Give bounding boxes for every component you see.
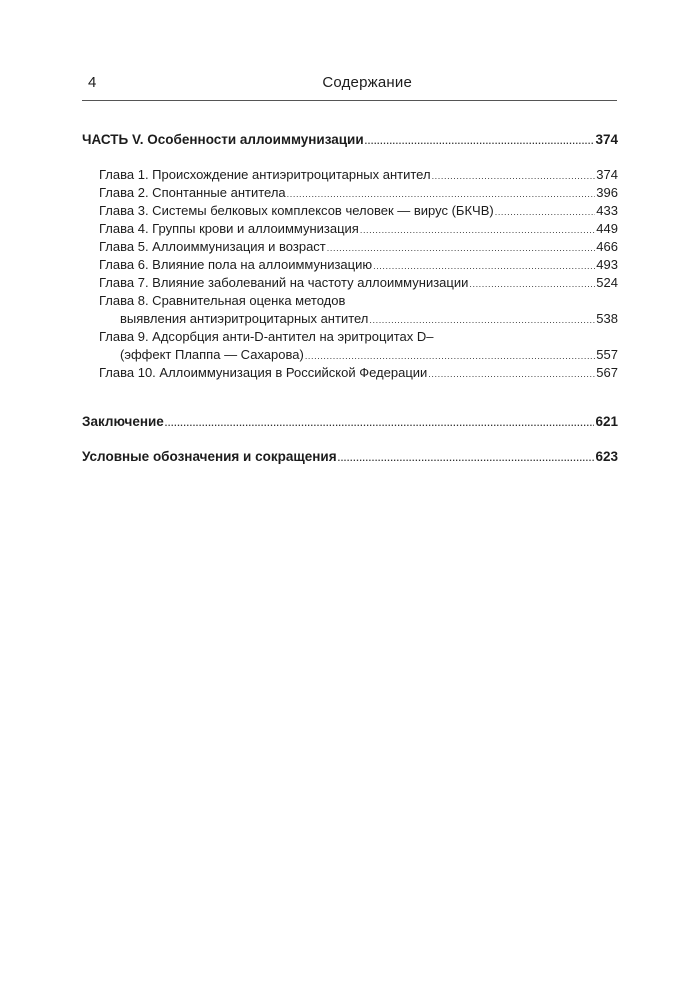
dot-leader	[495, 204, 596, 221]
toc-entry-label: Глава 2. Спонтанные антитела	[99, 185, 286, 200]
toc-entry-page: 623	[595, 449, 618, 464]
toc-entry-label: Глава 3. Системы белковых комплексов человек — вирус (БКЧВ)	[99, 203, 494, 218]
dot-leader	[327, 240, 596, 257]
dot-leader	[365, 133, 595, 150]
dot-leader	[338, 450, 595, 467]
toc-entry-page: 466	[596, 239, 618, 254]
page-number: 4	[88, 74, 97, 91]
toc-entry-page: 567	[596, 365, 618, 380]
toc-entry-chapter-8-line1: Глава 8. Сравнительная оценка методов	[99, 293, 346, 308]
toc-entry-part-v	[82, 131, 618, 150]
toc-entry-label: Глава 1. Происхождение антиэритроцитарных антител	[99, 167, 431, 182]
toc-entry-label: (эффект Плаппа — Сахарова)	[120, 347, 304, 362]
toc-entry-page: 493	[596, 257, 618, 272]
toc-entry-page: 374	[596, 167, 618, 182]
toc-entry-chapter-2	[99, 184, 618, 203]
toc-entry-conclusion	[82, 413, 618, 432]
toc-entry-chapter-1	[99, 166, 618, 185]
toc-entry-page: 396	[596, 185, 618, 200]
toc-entry-label: Глава 6. Влияние пола на аллоиммунизацию	[99, 257, 373, 272]
toc-entry-chapter-7	[99, 274, 618, 293]
toc-entry-page: 621	[595, 414, 618, 429]
toc-entry-chapter-9-line1: Глава 9. Адсорбция анти-D-антител на эритроцитах D–	[99, 329, 434, 344]
toc-entry-label: Условные обозначения и сокращения	[82, 449, 337, 464]
running-header	[82, 74, 616, 96]
toc-entry-label: Заключение	[82, 414, 164, 429]
toc-entry-chapter-6	[99, 256, 618, 275]
dot-leader	[432, 168, 596, 185]
dot-leader	[469, 276, 595, 293]
toc-entry-label: ЧАСТЬ V. Особенности аллоиммунизации	[82, 132, 364, 147]
toc-entry-chapter-10	[99, 364, 618, 383]
dot-leader	[428, 366, 595, 383]
toc-entry-chapter-9	[120, 346, 618, 365]
dot-leader	[165, 415, 595, 432]
toc-entry-page: 538	[596, 311, 618, 326]
toc-entry-page: 449	[596, 221, 618, 236]
toc-entry-page: 557	[596, 347, 618, 362]
dot-leader	[369, 312, 595, 329]
toc-entry-chapter-5	[99, 238, 618, 257]
toc-entry-chapter-8	[120, 310, 618, 329]
toc-entry-label: Глава 4. Группы крови и аллоиммунизация	[99, 221, 359, 236]
toc-entry-page: 524	[596, 275, 618, 290]
toc-entry-label: Глава 7. Влияние заболеваний на частоту аллоиммунизации	[99, 275, 469, 290]
toc-entry-label: Глава 5. Аллоиммунизация и возраст	[99, 239, 326, 254]
toc-entry-label: Глава 10. Аллоиммунизация в Российской Федерации	[99, 365, 428, 380]
header-rule	[82, 100, 617, 101]
running-title: Содержание	[322, 74, 412, 91]
toc-entry-page: 433	[596, 203, 618, 218]
dot-leader	[287, 186, 596, 203]
dot-leader	[373, 258, 595, 275]
toc-entry-chapter-4	[99, 220, 618, 239]
toc-entry-abbreviations	[82, 448, 618, 467]
toc-entry-label: выявления антиэритроцитарных антител	[120, 311, 369, 326]
toc-entry-page: 374	[595, 132, 618, 147]
dot-leader	[305, 348, 595, 365]
dot-leader	[360, 222, 595, 239]
toc-entry-chapter-3	[99, 202, 618, 221]
